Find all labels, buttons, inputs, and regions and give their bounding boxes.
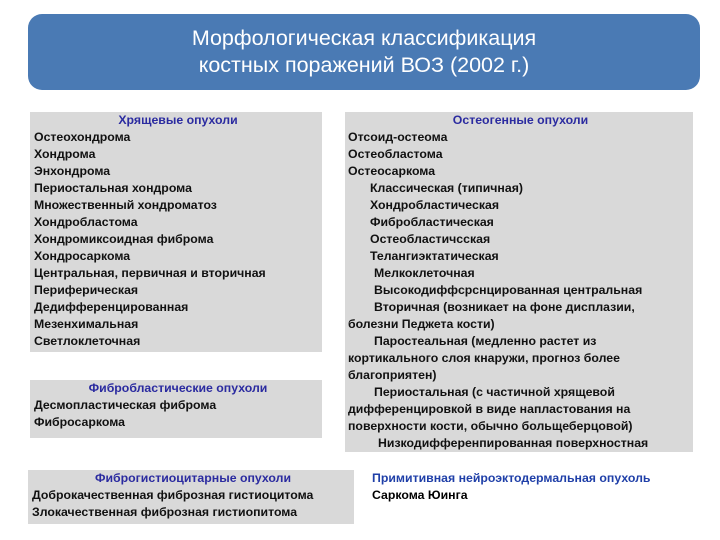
list-item: Отсоид-остеома [348,130,448,144]
list-item: Светлоклеточная [34,334,141,348]
osteogenic-tumors-box [345,112,693,452]
neuroectodermal-tumor-box [372,470,702,510]
neuroectodermal-header: Примитивная нейроэктодермальная опухоль [372,471,651,485]
list-item: Энхондрома [34,164,111,178]
list-item: Хондробластома [34,215,138,229]
list-item: Множественный хондроматоз [34,198,217,212]
list-item: Низкодифференпированная поверхностная [378,436,649,450]
list-item: Остеобластома [348,147,443,161]
list-item: дифференцировкой в виде напластования на [348,402,631,416]
list-item: Саркома Юинга [372,488,468,502]
list-item: Центральная, первичная и вторичная [34,266,266,280]
fibroblastic-header: Фибробластические опухоли [88,381,268,395]
list-item: Остеосаркома [348,164,436,178]
list-item: Периостальная хондрома [34,181,192,195]
list-item: Доброкачественная фиброзная гистиоцитома [32,488,314,502]
list-item: Фибробластическая [370,215,494,229]
fibrohistiocytic-header: Фиброгистиоцитарные опухоли [95,471,291,485]
list-item: Злокачественная фиброзная гистиопитома [32,505,298,519]
list-item: болезни Педжета кости) [348,317,495,331]
list-item: Фибросаркома [34,415,125,429]
list-item: кортикального слоя кнаружи, прогноз более [348,351,620,365]
list-item: поверхности кости, обычно больщеберцовой) [348,419,633,433]
osteogenic-header: Остеогенные опухоли [452,113,589,127]
title-line-2: костных поражений ВОЗ (2002 г.) [198,53,530,77]
fibrohistiocytic-tumors-box [28,470,354,524]
title-banner [28,14,700,90]
list-item: Дедифференцированная [34,300,189,314]
title-line-1: Морфологическая классификация [191,26,537,50]
list-item: Остеохондрома [34,130,131,144]
list-item: Хондрома [34,147,96,161]
fibroblastic-tumors-box [30,380,322,438]
list-item: Хондросаркома [34,249,131,263]
list-item: Хондромиксоидная фиброма [34,232,214,246]
list-item: Десмопластическая фиброма [34,398,217,412]
list-item: Вторичная (возникает на фоне дисплазии, [374,300,635,314]
list-item: Периостальная (с частичной хрящевой [374,385,615,399]
list-item: Телангиэктатическая [370,249,499,263]
list-item: Паростеальная (медленно растет из [374,334,597,348]
list-item: Высокодиффсрснцированная центральная [374,283,643,297]
list-item: Классическая (типичная) [370,181,523,195]
cartilage-tumors-box [30,112,322,352]
list-item: Мезенхимальная [34,317,139,331]
list-item: Периферическая [34,283,139,297]
list-item: благоприятен) [348,368,437,382]
list-item: Остеобластичсская [370,232,491,246]
cartilage-header: Хрящевые опухоли [118,113,238,127]
list-item: Мелкоклеточная [374,266,475,280]
list-item: Хондробластическая [370,198,499,212]
